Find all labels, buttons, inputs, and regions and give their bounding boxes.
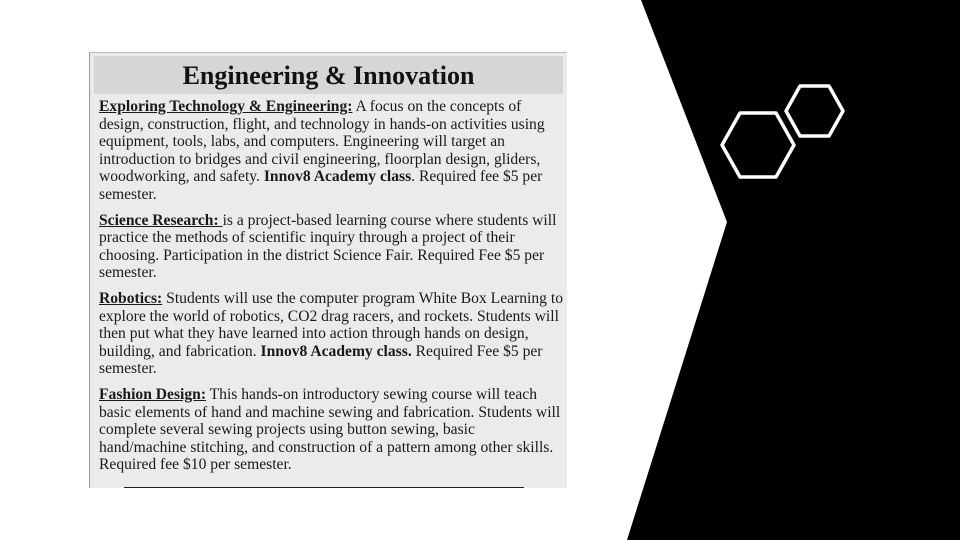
hexagon-outline-large bbox=[722, 113, 794, 177]
course-title: Exploring Technology & Engineering: bbox=[99, 98, 353, 115]
course-title: Fashion Design: bbox=[99, 385, 207, 403]
course-description: A focus on the concepts of design, construction, flight, and technology in hands-on activities using equipment, tools, labs, and computers. Engineering will target an introduction to bridges and civil engineering, floorplan design, gliders, woodworking, and safety. bbox=[99, 98, 545, 186]
bottom-rule bbox=[124, 487, 524, 488]
course-exploring-technology bbox=[99, 98, 563, 204]
document-title: Engineering & Innovation bbox=[94, 56, 563, 94]
course-description: Students will use the computer program White Box Learning to explore the world of robotics, CO2 drag racers, and rockets. Students will then put what they have learned into action through hands on design, building, and fabrication. bbox=[99, 289, 563, 360]
course-fashion-design bbox=[99, 386, 563, 474]
course-description: This hands-on introductory sewing course will teach basic elements of hand and machine sewing and fabrication. Students will complete several sewing projects using button sewing, basic hand/machine stitching, and construction of a pattern among other skills. Required fee $10 per semester. bbox=[99, 385, 561, 474]
course-title: Science Research: bbox=[99, 211, 223, 229]
course-robotics bbox=[99, 290, 563, 378]
hexagon-outline-small bbox=[786, 86, 843, 136]
academy-tag: Innov8 Academy class. bbox=[260, 342, 412, 360]
course-list bbox=[90, 94, 567, 474]
course-fee: Required Fee $5 per semester. bbox=[99, 342, 543, 378]
course-title: Robotics: bbox=[99, 289, 163, 307]
academy-tag: Innov8 Academy class bbox=[263, 168, 412, 186]
course-description: is a project-based learning course where students will practice the methods of scientific inquiry through a project of their choosing. Participation in the district Science Fair. Required Fee $5 per semester. bbox=[99, 211, 557, 282]
course-description-document bbox=[89, 52, 567, 488]
course-fee: . Required fee $5 per semester. bbox=[99, 168, 543, 203]
course-science-research bbox=[99, 212, 563, 282]
